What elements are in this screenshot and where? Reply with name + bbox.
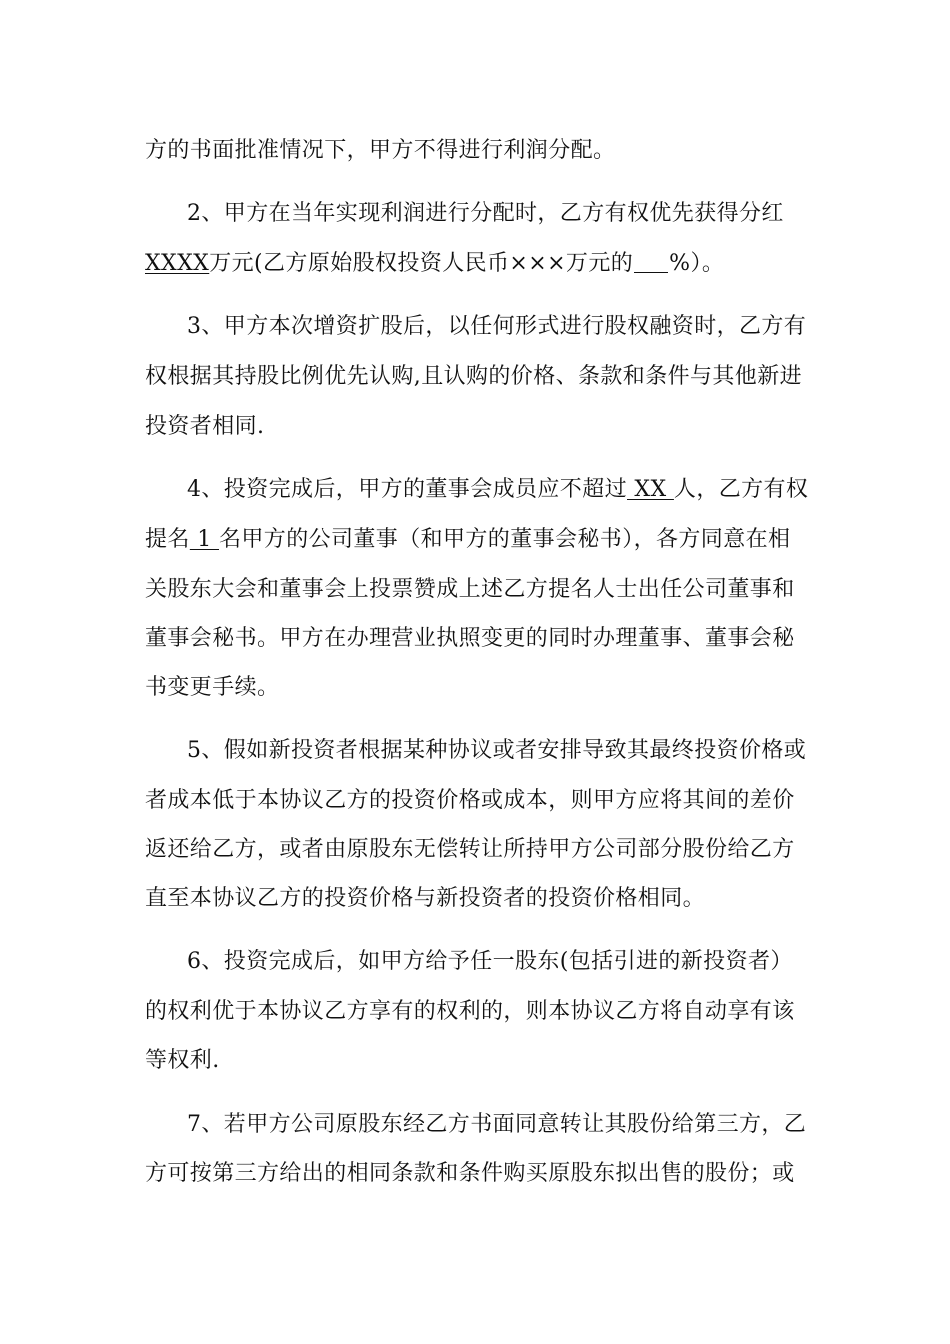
clause-6-line: 6、投资完成后，如甲方给予任一股东(包括引进的新投资者）: [187, 949, 793, 974]
percent-blank: [634, 252, 668, 273]
clause-5-line: 者成本低于本协议乙方的投资价格或成本，则甲方应将其间的差价: [145, 788, 795, 813]
clause-2-line: 2、甲方在当年实现利润进行分配时，乙方有权优先获得分红: [187, 201, 784, 226]
clause-7-line: 7、若甲方公司原股东经乙方书面同意转让其股份给第三方，乙: [187, 1112, 807, 1137]
clause-4-line: 关股东大会和董事会上投票赞成上述乙方提名人士出任公司董事和: [145, 577, 795, 602]
dividend-amount-field: XXXX: [145, 251, 210, 276]
text-run: %）。: [669, 251, 725, 276]
clause-5-line: 5、假如新投资者根据某种协议或者安排导致其最终投资价格或: [187, 738, 807, 763]
clause-6-line: 等权利.: [145, 1048, 220, 1073]
text-run: 名甲方的公司董事（和甲方的董事会秘书），各方同意在相: [219, 527, 791, 552]
text-run: 4、投资完成后，甲方的董事会成员应不超过: [187, 477, 627, 502]
text-run: 人，乙方有权: [673, 477, 809, 502]
text-run: 万元(乙方原始股权投资人民币×××万元的: [209, 251, 634, 276]
clause-3-line: 权根据其持股比例优先认购,且认购的价格、条款和条件与其他新进: [145, 364, 802, 389]
clause-7-line: 方可按第三方给出的相同条款和条件购买原股东拟出售的股份；或: [145, 1161, 795, 1186]
text-line: 方的书面批准情况下，甲方不得进行利润分配。: [145, 138, 616, 163]
clause-4-line: 书变更手续。: [145, 675, 280, 700]
clause-4-line: [145, 525, 815, 555]
director-count-field: 1: [189, 527, 219, 552]
text-run: 提名: [145, 527, 190, 552]
clause-5-line: 直至本协议乙方的投资价格与新投资者的投资价格相同。: [145, 886, 706, 911]
clause-4-line: 董事会秘书。甲方在办理营业执照变更的同时办理董事、董事会秘: [145, 626, 795, 651]
clause-2-line: [145, 249, 815, 279]
clause-5-line: 返还给乙方，或者由原股东无偿转让所持甲方公司部分股份给乙方: [145, 837, 795, 862]
clause-6-line: 的权利优于本协议乙方享有的权利的，则本协议乙方将自动享有该: [145, 999, 795, 1024]
clause-4-line: [187, 475, 815, 505]
clause-3-line: 投资者相同.: [145, 414, 265, 439]
board-size-field: XX: [627, 477, 674, 502]
clause-3-line: 3、甲方本次增资扩股后，以任何形式进行股权融资时，乙方有: [187, 314, 807, 339]
